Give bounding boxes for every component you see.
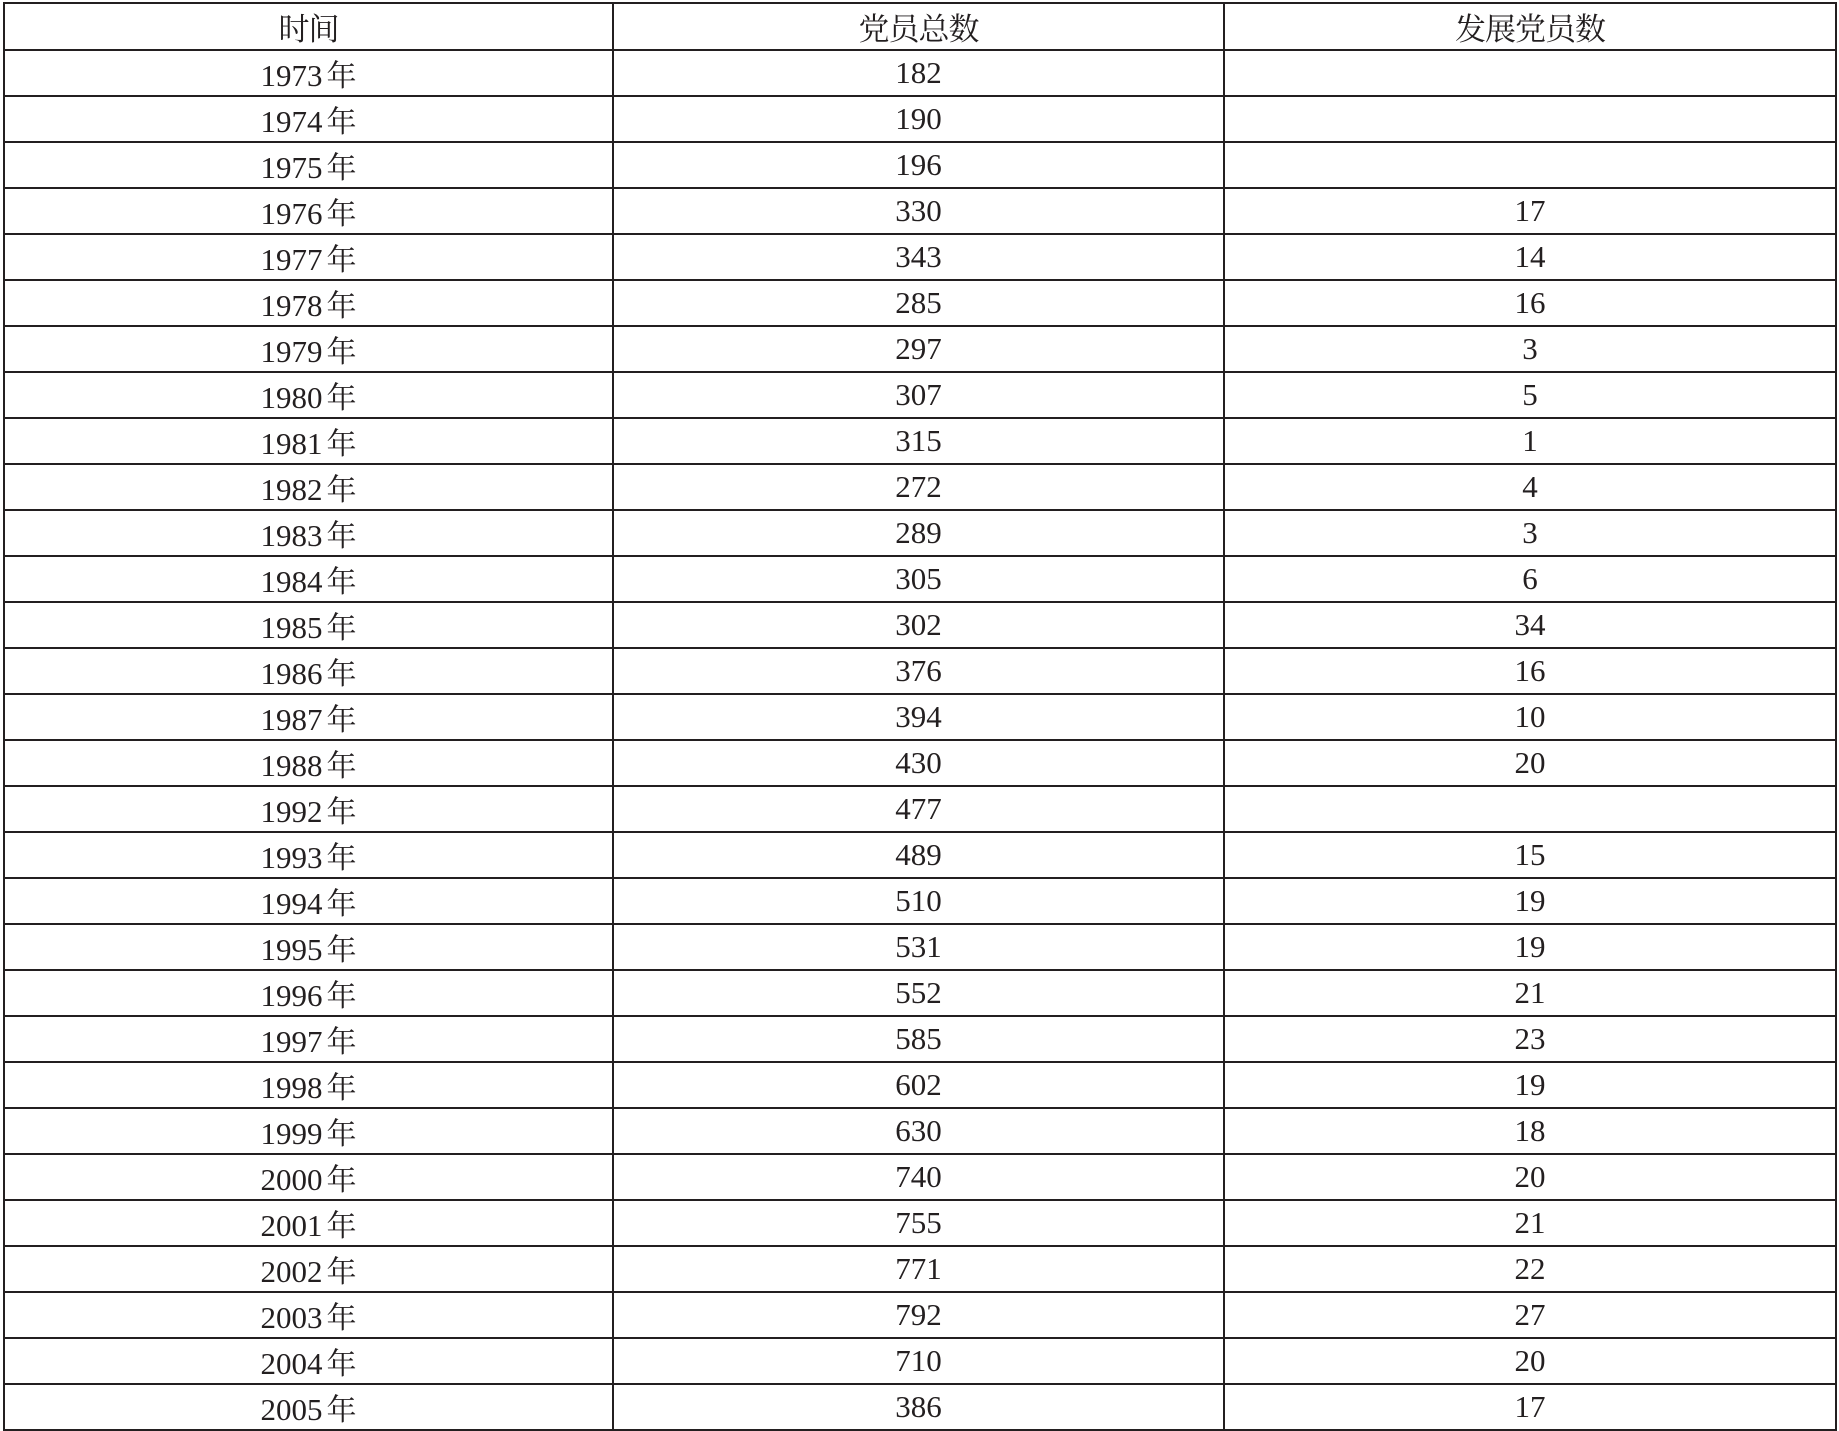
cell-new-members: 1 [1224,418,1836,464]
cell-new-members: 20 [1224,1154,1836,1200]
cell-year [4,280,613,326]
cell-new-members: 6 [1224,556,1836,602]
cell-new-members: 15 [1224,832,1836,878]
table-row [4,740,1836,786]
cell-total-members: 343 [613,234,1224,280]
year-suffix: 年 [326,565,357,600]
cell-total-members: 630 [613,1108,1224,1154]
year-value: 1992 [260,794,323,829]
year-suffix: 年 [326,1025,357,1060]
table-row [4,1292,1836,1338]
cell-year [4,648,613,694]
cell-new-members: 14 [1224,234,1836,280]
cell-year [4,188,613,234]
table-row [4,326,1836,372]
table-row [4,1200,1836,1246]
cell-new-members: 10 [1224,694,1836,740]
year-value: 2000 [260,1162,323,1197]
year-suffix: 年 [326,1347,357,1382]
table-row [4,96,1836,142]
cell-total-members: 302 [613,602,1224,648]
year-value: 1977 [260,242,323,277]
table-row [4,50,1836,96]
cell-total-members: 602 [613,1062,1224,1108]
cell-new-members: 21 [1224,1200,1836,1246]
year-value: 1980 [260,380,323,415]
year-suffix: 年 [326,841,357,876]
year-value: 2002 [260,1254,323,1289]
cell-total-members: 755 [613,1200,1224,1246]
cell-new-members: 5 [1224,372,1836,418]
year-value: 1974 [260,104,323,139]
year-value: 1978 [260,288,323,323]
table-row [4,418,1836,464]
table-row [4,878,1836,924]
cell-year [4,1384,613,1430]
cell-new-members [1224,142,1836,188]
cell-new-members: 19 [1224,878,1836,924]
table-row [4,280,1836,326]
cell-year [4,1200,613,1246]
year-value: 1979 [260,334,323,369]
party-members-table [3,2,1837,1431]
year-suffix: 年 [326,289,357,324]
table-row [4,1384,1836,1430]
year-value: 1994 [260,886,323,921]
year-value: 2001 [260,1208,323,1243]
year-suffix: 年 [326,197,357,232]
cell-new-members: 20 [1224,740,1836,786]
cell-total-members: 477 [613,786,1224,832]
table-row [4,970,1836,1016]
table-row [4,510,1836,556]
header-cell-total-members: 党员总数 [613,3,1224,50]
table-row [4,924,1836,970]
cell-year [4,878,613,924]
year-suffix: 年 [326,1255,357,1290]
year-value: 1995 [260,932,323,967]
cell-year [4,1108,613,1154]
cell-new-members: 3 [1224,510,1836,556]
year-value: 1996 [260,978,323,1013]
year-suffix: 年 [326,59,357,94]
cell-year [4,1292,613,1338]
year-suffix: 年 [326,795,357,830]
cell-total-members: 305 [613,556,1224,602]
cell-new-members: 3 [1224,326,1836,372]
year-value: 1993 [260,840,323,875]
year-value: 1986 [260,656,323,691]
cell-year [4,326,613,372]
year-value: 1982 [260,472,323,507]
year-suffix: 年 [326,933,357,968]
header-row [4,3,1836,50]
year-suffix: 年 [326,749,357,784]
cell-total-members: 315 [613,418,1224,464]
year-value: 1975 [260,150,323,185]
cell-year [4,96,613,142]
year-value: 1999 [260,1116,323,1151]
table-header [4,3,1836,50]
cell-new-members [1224,50,1836,96]
cell-total-members: 190 [613,96,1224,142]
cell-year [4,234,613,280]
table-row [4,234,1836,280]
cell-year [4,372,613,418]
cell-new-members: 34 [1224,602,1836,648]
cell-new-members: 19 [1224,924,1836,970]
cell-new-members: 21 [1224,970,1836,1016]
cell-year [4,142,613,188]
cell-total-members: 552 [613,970,1224,1016]
year-suffix: 年 [326,1393,357,1428]
cell-total-members: 710 [613,1338,1224,1384]
cell-year [4,786,613,832]
year-suffix: 年 [326,151,357,186]
year-suffix: 年 [326,427,357,462]
table-row [4,694,1836,740]
cell-year [4,464,613,510]
year-value: 1973 [260,58,323,93]
cell-year [4,832,613,878]
cell-total-members: 289 [613,510,1224,556]
cell-new-members: 4 [1224,464,1836,510]
cell-total-members: 376 [613,648,1224,694]
year-suffix: 年 [326,1163,357,1198]
year-suffix: 年 [326,381,357,416]
cell-total-members: 196 [613,142,1224,188]
cell-total-members: 307 [613,372,1224,418]
cell-total-members: 531 [613,924,1224,970]
cell-year [4,1062,613,1108]
cell-new-members: 22 [1224,1246,1836,1292]
year-value: 2004 [260,1346,323,1381]
cell-year [4,740,613,786]
cell-year [4,556,613,602]
year-suffix: 年 [326,335,357,370]
year-value: 2003 [260,1300,323,1335]
year-value: 1998 [260,1070,323,1105]
table-row [4,1108,1836,1154]
year-suffix: 年 [326,979,357,1014]
cell-total-members: 330 [613,188,1224,234]
cell-total-members: 272 [613,464,1224,510]
year-suffix: 年 [326,1071,357,1106]
year-suffix: 年 [326,105,357,140]
cell-year [4,1154,613,1200]
cell-new-members: 17 [1224,188,1836,234]
year-suffix: 年 [326,1209,357,1244]
table-row [4,786,1836,832]
year-suffix: 年 [326,1117,357,1152]
year-value: 1985 [260,610,323,645]
year-value: 1984 [260,564,323,599]
year-suffix: 年 [326,473,357,508]
year-suffix: 年 [326,243,357,278]
cell-total-members: 394 [613,694,1224,740]
table-row [4,464,1836,510]
header-cell-new-members: 发展党员数 [1224,3,1836,50]
cell-total-members: 792 [613,1292,1224,1338]
cell-new-members: 23 [1224,1016,1836,1062]
year-suffix: 年 [326,703,357,738]
year-value: 1997 [260,1024,323,1059]
cell-year [4,510,613,556]
cell-year [4,602,613,648]
cell-new-members [1224,96,1836,142]
cell-total-members: 285 [613,280,1224,326]
cell-total-members: 386 [613,1384,1224,1430]
table-row [4,832,1836,878]
cell-total-members: 430 [613,740,1224,786]
table-row [4,1062,1836,1108]
cell-year [4,1016,613,1062]
cell-year [4,924,613,970]
table-row [4,556,1836,602]
cell-year [4,1246,613,1292]
cell-total-members: 771 [613,1246,1224,1292]
year-suffix: 年 [326,519,357,554]
table-body [4,50,1836,1430]
cell-new-members: 18 [1224,1108,1836,1154]
cell-new-members: 16 [1224,648,1836,694]
cell-total-members: 182 [613,50,1224,96]
cell-year [4,970,613,1016]
year-value: 1983 [260,518,323,553]
table-row [4,1246,1836,1292]
cell-new-members: 19 [1224,1062,1836,1108]
cell-total-members: 740 [613,1154,1224,1200]
table-row [4,602,1836,648]
cell-new-members: 16 [1224,280,1836,326]
year-value: 1987 [260,702,323,737]
table-row [4,142,1836,188]
cell-new-members [1224,786,1836,832]
year-suffix: 年 [326,1301,357,1336]
table-row [4,1016,1836,1062]
cell-year [4,50,613,96]
cell-year [4,694,613,740]
year-value: 1988 [260,748,323,783]
cell-year [4,418,613,464]
year-suffix: 年 [326,887,357,922]
table-row [4,372,1836,418]
cell-year [4,1338,613,1384]
cell-total-members: 585 [613,1016,1224,1062]
table-row [4,648,1836,694]
table-container [3,2,1837,1431]
table-row [4,1154,1836,1200]
cell-total-members: 297 [613,326,1224,372]
year-value: 1976 [260,196,323,231]
year-suffix: 年 [326,657,357,692]
cell-new-members: 20 [1224,1338,1836,1384]
table-row [4,188,1836,234]
cell-new-members: 27 [1224,1292,1836,1338]
cell-total-members: 510 [613,878,1224,924]
cell-new-members: 17 [1224,1384,1836,1430]
year-suffix: 年 [326,611,357,646]
table-row [4,1338,1836,1384]
header-cell-time: 时间 [4,3,613,50]
year-value: 2005 [260,1392,323,1427]
year-value: 1981 [260,426,323,461]
cell-total-members: 489 [613,832,1224,878]
